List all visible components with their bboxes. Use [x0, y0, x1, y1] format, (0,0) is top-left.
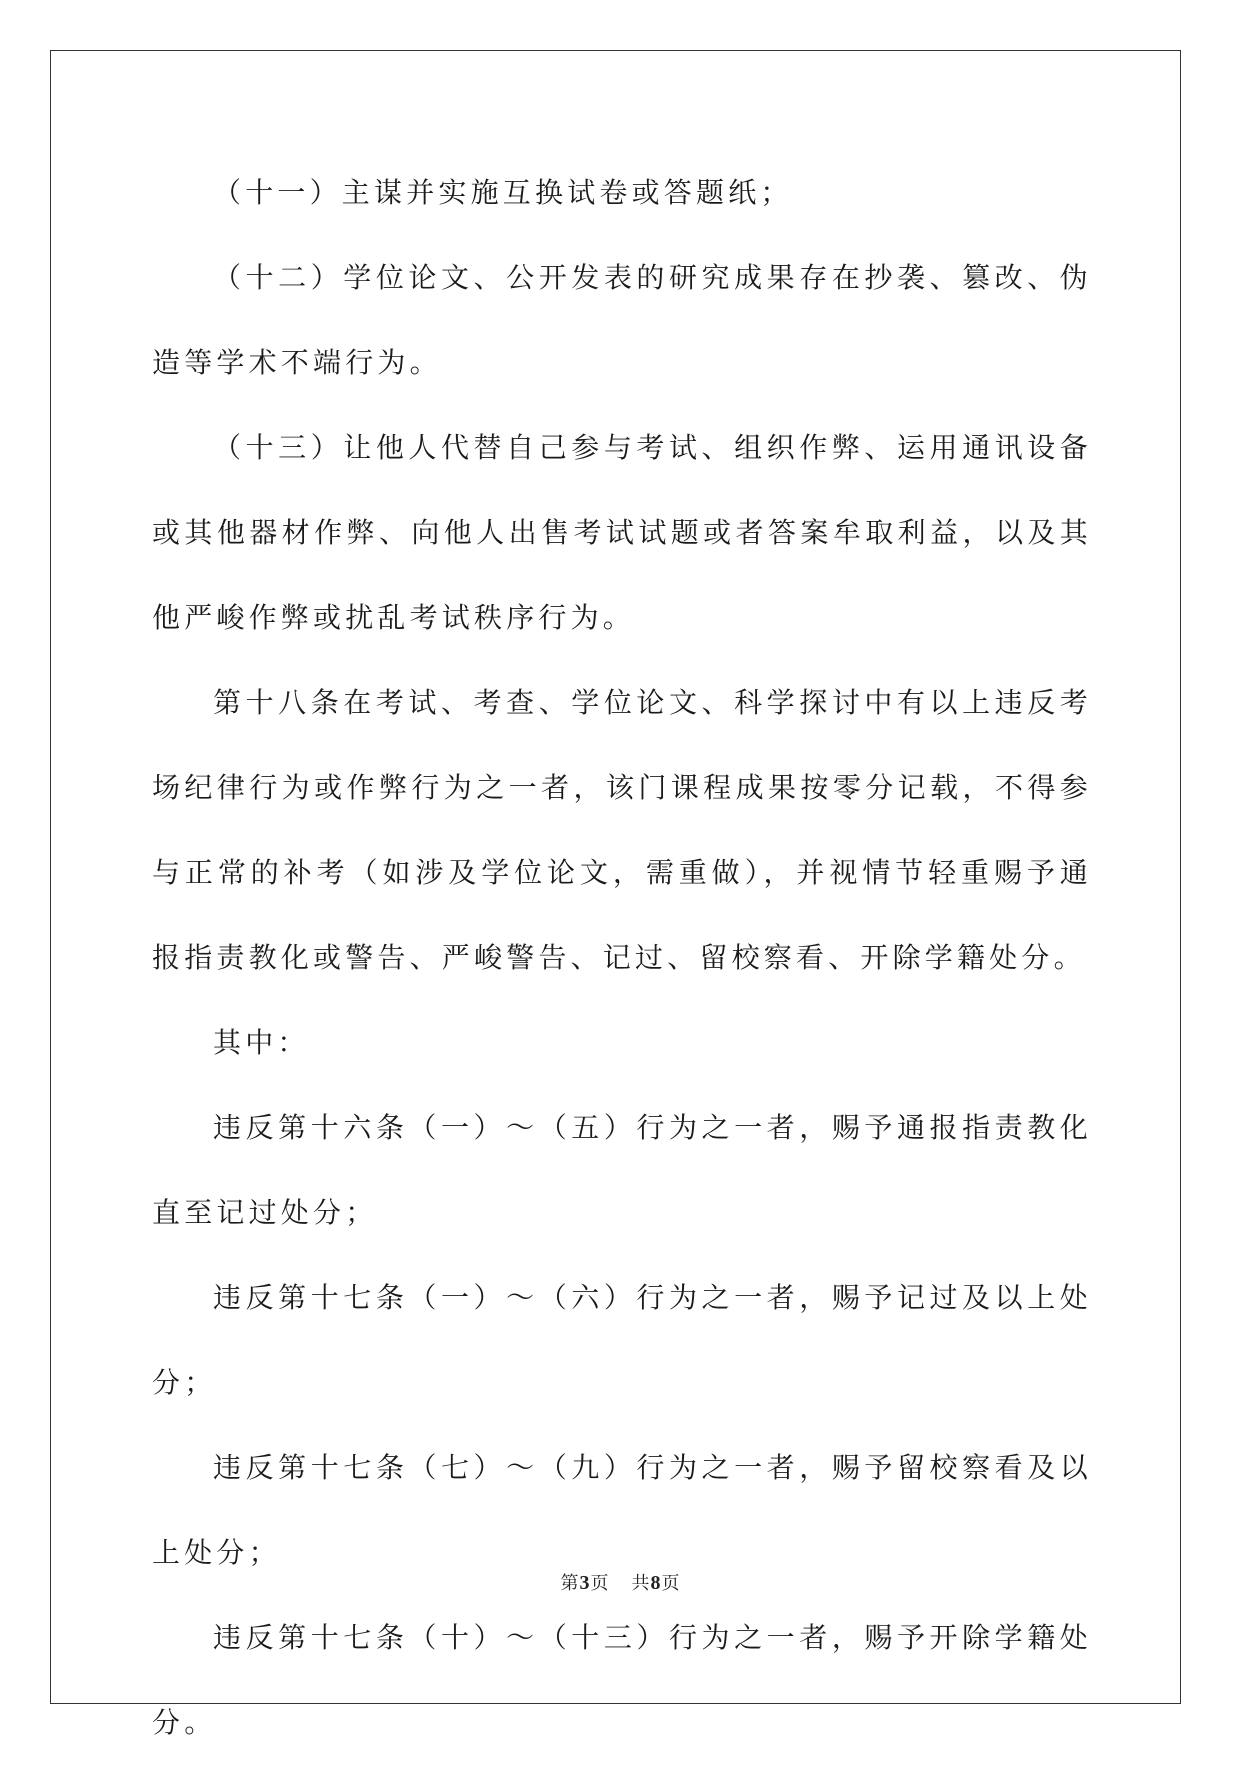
paragraph-violation-17-b: 违反第十七条（七）～（九）行为之一者，赐予留校察看及以上处分； — [152, 1451, 1092, 1569]
page-prefix: 第 — [560, 1573, 580, 1594]
paragraph-among-them: 其中： — [213, 1026, 310, 1059]
total-prefix: 共 — [631, 1573, 651, 1594]
paragraph-violation-16: 违反第十六条（一）～（五）行为之一者，赐予通报指责教化直至记过处分； — [152, 1111, 1092, 1229]
page-suffix: 页 — [590, 1573, 610, 1594]
paragraph-violation-17-c: 违反第十七条（十）～（十三）行为之一者，赐予开除学籍处分。 — [152, 1621, 1092, 1739]
paragraph-13: （十三）让他人代替自己参与考试、组织作弊、运用通讯设备或其他器材作弊、向他人出售考试试题或者答案牟取利益，以及其他严峻作弊或扰乱考试秩序行为。 — [152, 431, 1092, 634]
paragraph-12: （十二）学位论文、公开发表的研究成果存在抄袭、篡改、伪造等学术不端行为。 — [152, 261, 1092, 379]
page-number: 3 — [579, 1572, 591, 1594]
total-suffix: 页 — [661, 1573, 681, 1594]
paragraph-11: （十一）主谋并实施互换试卷或答题纸； — [213, 176, 793, 209]
total-pages: 8 — [650, 1572, 662, 1594]
paragraph-article-18: 第十八条在考试、考查、学位论文、科学探讨中有以上违反考场纪律行为或作弊行为之一者，该门课程成果按零分记载，不得参与正常的补考（如涉及学位论文，需重做），并视情节轻重赐予通报指责教化或警告、严峻警告、记过、留校察看、开除学籍处分。 — [152, 686, 1092, 974]
document-body — [152, 150, 1092, 1765]
page-footer — [0, 1569, 1241, 1595]
paragraph-violation-17-a: 违反第十七条（一）～（六）行为之一者，赐予记过及以上处分； — [152, 1281, 1092, 1399]
